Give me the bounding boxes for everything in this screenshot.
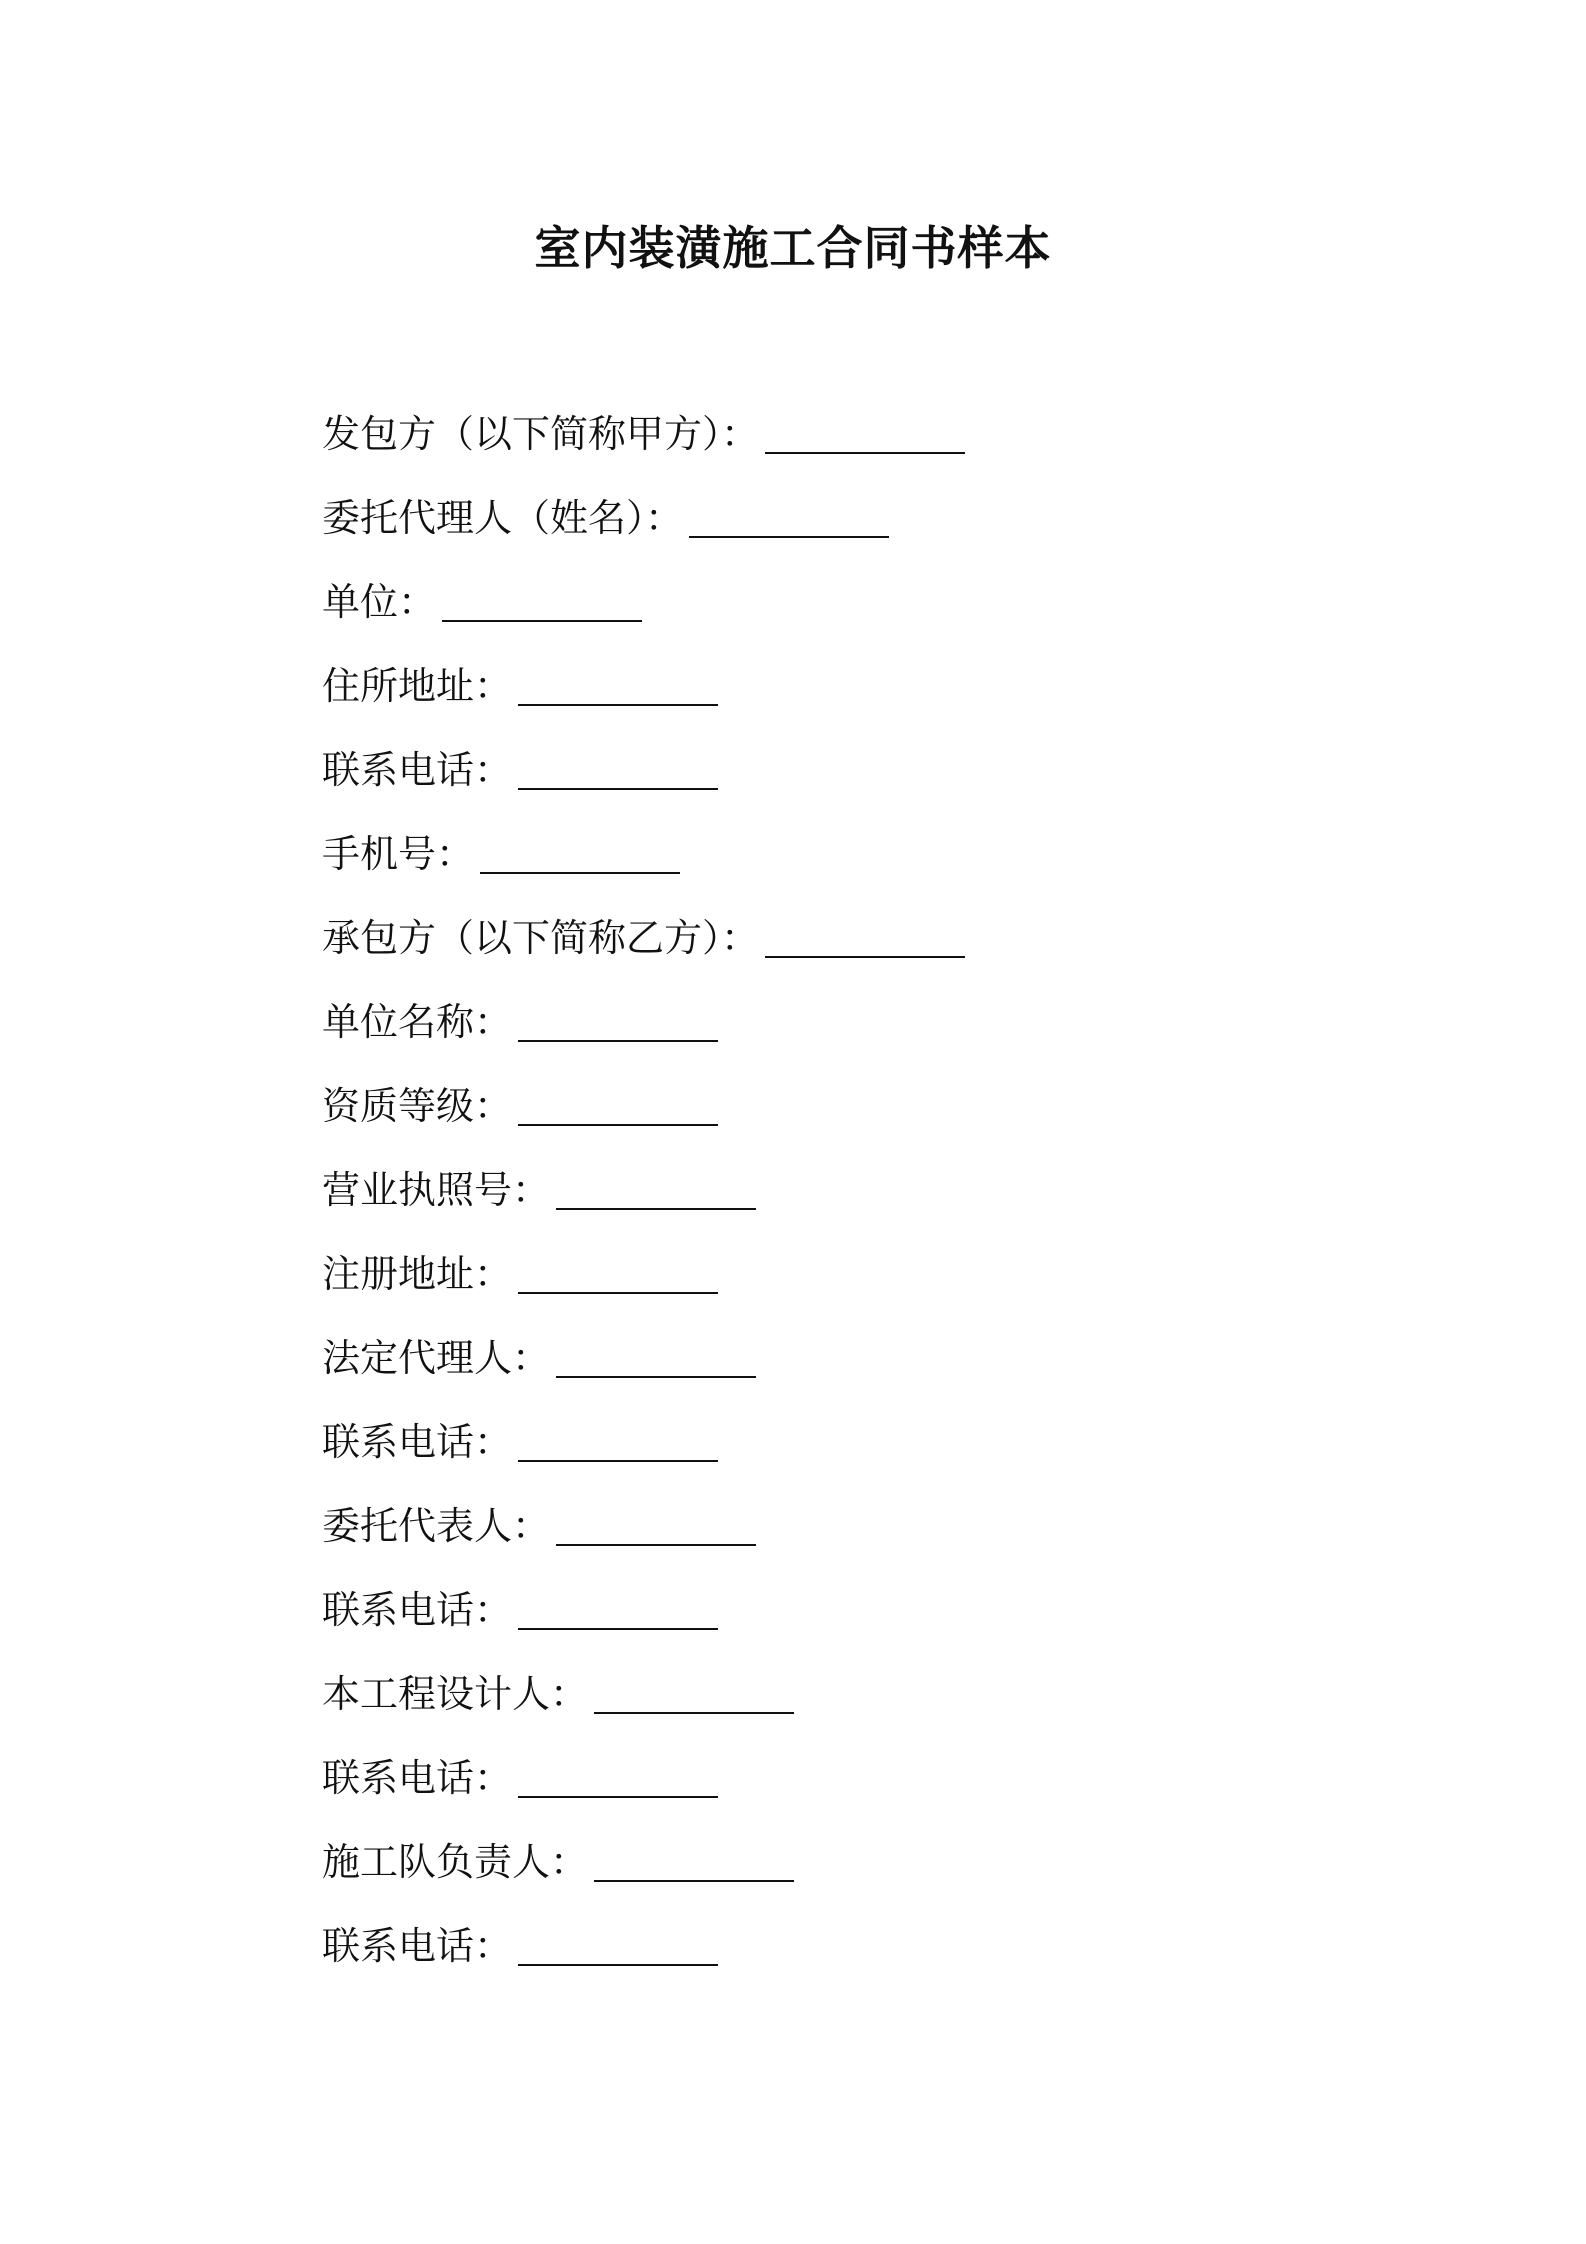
field-row-crew-leader [322,1826,1322,1910]
field-row-authorized-rep-phone [322,1574,1322,1658]
field-row-authorized-rep [322,1490,1322,1574]
blank-line[interactable] [689,482,889,538]
blank-line[interactable] [518,1742,718,1798]
field-label: 联系电话： [322,1924,513,1968]
contract-fields-list [322,398,1322,1994]
field-label: 注册地址： [322,1252,513,1296]
field-row-legal-representative [322,1322,1322,1406]
blank-line[interactable] [518,1070,718,1126]
field-row-crew-leader-phone [322,1910,1322,1994]
blank-line[interactable] [518,650,718,706]
field-row-business-license [322,1154,1322,1238]
blank-line[interactable] [765,902,965,958]
field-row-contractor [322,902,1322,986]
blank-line[interactable] [518,1574,718,1630]
field-label: 施工队负责人： [322,1840,589,1884]
blank-line[interactable] [518,734,718,790]
field-label: 单位名称： [322,1000,513,1044]
blank-line[interactable] [556,1490,756,1546]
field-label: 资质等级： [322,1084,513,1128]
field-row-company-name [322,986,1322,1070]
field-row-registered-address [322,1238,1322,1322]
field-row-employer-unit [322,566,1322,650]
field-label: 单位： [322,580,437,624]
field-label: 委托代理人（姓名）： [322,496,684,540]
field-row-address [322,650,1322,734]
field-label: 委托代表人： [322,1504,551,1548]
field-row-agent-name [322,482,1322,566]
field-label: 本工程设计人： [322,1672,589,1716]
field-label: 联系电话： [322,1756,513,1800]
blank-line[interactable] [442,566,642,622]
blank-line[interactable] [480,818,680,874]
blank-line[interactable] [518,1910,718,1966]
blank-line[interactable] [556,1322,756,1378]
field-row-qualification [322,1070,1322,1154]
field-label: 联系电话： [322,1588,513,1632]
field-label: 承包方（以下简称乙方）： [322,916,760,960]
document-title: 室内装潢施工合同书样本 [534,221,1052,275]
field-label: 手机号： [322,832,475,876]
field-label: 法定代理人： [322,1336,551,1380]
field-row-designer-phone [322,1742,1322,1826]
field-row-legal-rep-phone [322,1406,1322,1490]
blank-line[interactable] [765,398,965,454]
blank-line[interactable] [594,1826,794,1882]
blank-line[interactable] [518,1238,718,1294]
field-label: 联系电话： [322,1420,513,1464]
blank-line[interactable] [556,1154,756,1210]
blank-line[interactable] [518,1406,718,1462]
blank-line[interactable] [594,1658,794,1714]
blank-line[interactable] [518,986,718,1042]
field-row-employer-phone [322,734,1322,818]
field-label: 发包方（以下简称甲方）： [322,412,760,456]
field-label: 住所地址： [322,664,513,708]
field-row-designer [322,1658,1322,1742]
field-row-employer [322,398,1322,482]
field-label: 营业执照号： [322,1168,551,1212]
field-row-mobile [322,818,1322,902]
field-label: 联系电话： [322,748,513,792]
